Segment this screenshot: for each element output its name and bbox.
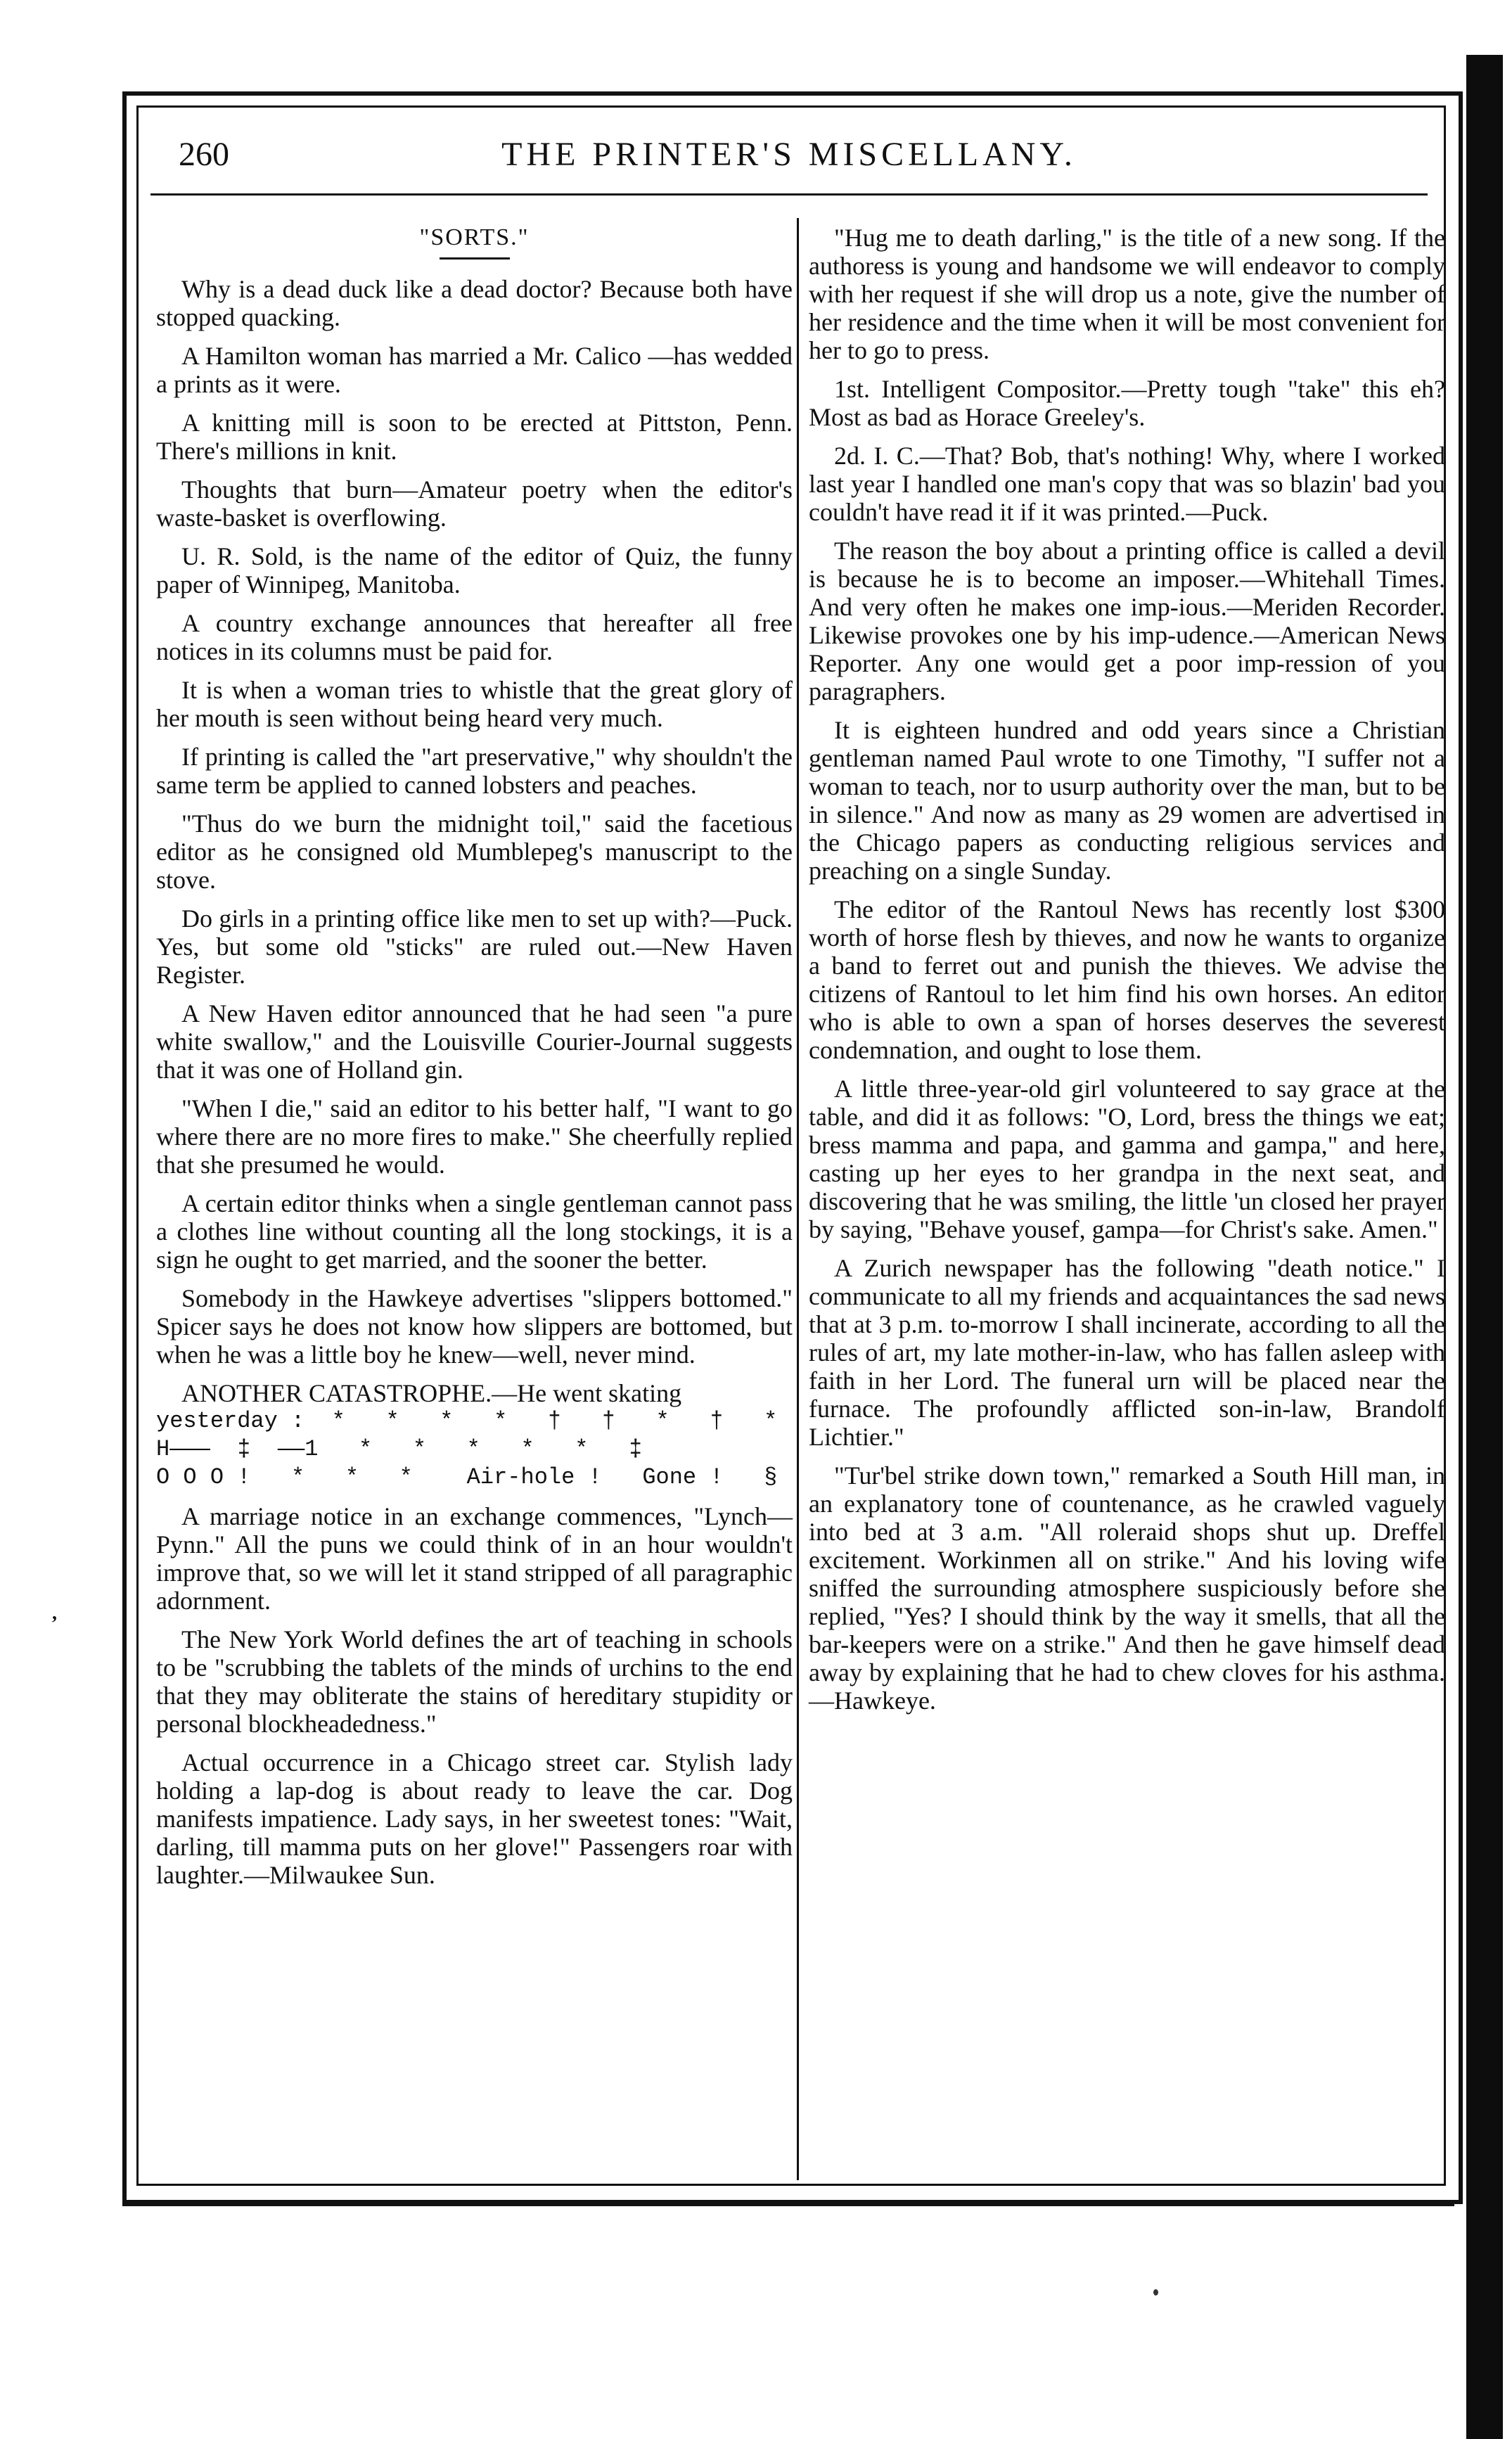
catastrophe-line-3: O O O ! * * * Air-hole ! Gone ! §: [156, 1464, 778, 1490]
paragraph: Thoughts that burn—Amateur poetry when the editor's waste-basket is overflowing.: [156, 475, 793, 532]
paragraph: 2d. I. C.—That? Bob, that's nothing! Why, where I worked last year I handled one man's copy that was so blazin' bad you couldn't have read it if it was printed.—Puck.: [809, 442, 1445, 526]
paragraph: A knitting mill is soon to be erected at Pittston, Penn. There's millions in knit.: [156, 409, 793, 465]
page-number: 260: [179, 136, 229, 173]
header-rule: [150, 193, 1428, 196]
scan-edge-bar: [1466, 55, 1503, 2439]
catastrophe-lead: ANOTHER CATASTROPHE.—He went skating: [181, 1379, 682, 1407]
margin-mark: ,: [52, 1602, 57, 1624]
paragraph: A Zurich newspaper has the following "death notice." I communicate to all my friends and acquaintances the sad news that at 3 p.m. to-morrow I shall incinerate, according to all the rules of art, my late mother-in-law, who has fallen asleep with faith in her Lord. The funeral urn will be placed near the furnace. The profoundly afflicted son-in-law, Brandolf Lichtier.": [809, 1254, 1445, 1451]
catastrophe-line-1: yesterday : * * * * † † * † *: [156, 1408, 778, 1434]
paragraph: "Thus do we burn the midnight toil," said the facetious editor as he consigned old Mumblepeg's manuscript to the stove.: [156, 809, 793, 894]
paragraph: A marriage notice in an exchange commences, "Lynch—Pynn." All the puns we could think of in an hour wouldn't improve that, so we will let it stand stripped of all paragraphic adornment.: [156, 1502, 793, 1615]
paragraph: The editor of the Rantoul News has recently lost $300 worth of horse flesh by thieves, and now he wants to organize a band to ferret out and punish the thieves. We advise the citizens of Rantoul to let him find his own horses. An editor who is able to own a span of horses deserves the severest condemnation, and ought to lose them.: [809, 895, 1445, 1064]
paragraph: Do girls in a printing office like men to set up with?—Puck. Yes, but some old "sticks" are ruled out.—New Haven Register.: [156, 904, 793, 989]
paragraph: 1st. Intelligent Compositor.—Pretty tough "take" this eh? Most as bad as Horace Greeley's.: [809, 375, 1445, 431]
paragraph: It is eighteen hundred and odd years since a Christian gentleman named Paul wrote to one Timothy, "I suffer not a woman to teach, nor to usurp authority over the man, but to be in silence." And now as many as 29 women are advertised in the Chicago papers as conducting religious services and preaching on a single Sunday.: [809, 716, 1445, 885]
paragraph: The reason the boy about a printing office is called a devil is because he is to become an imposer.—Whitehall Times. And very often he makes one imp-ious.—Meriden Recorder. Likewise provokes one by his imp-udence.—American News Reporter. Any one would get a poor imp-ression of you paragraphers.: [809, 537, 1445, 705]
page-header: [150, 128, 1428, 177]
paragraph: A certain editor thinks when a single gentleman cannot pass a clothes line without counting all the long stockings, it is a sign he ought to get married, and the sooner the better.: [156, 1189, 793, 1274]
paragraph: It is when a woman tries to whistle that the great glory of her mouth is seen without being heard very much.: [156, 676, 793, 732]
title-rule: [440, 257, 510, 260]
paragraph: Why is a dead duck like a dead doctor? Because both have stopped quacking.: [156, 275, 793, 331]
ink-speck: [1153, 2289, 1158, 2296]
paragraph: U. R. Sold, is the name of the editor of Quiz, the funny paper of Winnipeg, Manitoba.: [156, 542, 793, 598]
paragraph: A little three-year-old girl volunteered to say grace at the table, and did it as follows: "O, Lord, bress the things we eat; bress mamma and papa, and gamma and gampa," and here, casting up her eyes to her grandpa in the next seat, and discovering that he was smiling, the little 'un closed her prayer by saying, "Behave yousef, gampa—for Christ's sake. Amen.": [809, 1075, 1445, 1243]
running-title: THE PRINTER'S MISCELLANY.: [501, 136, 1077, 173]
paragraph: "Hug me to death darling," is the title of a new song. If the authoress is young and handsome we will endeavor to comply with her request if she will drop us a note, give the number of her residence and the time when it will be most convenient for her to go to press.: [809, 224, 1445, 364]
paragraph: "Tur'bel strike down town," remarked a South Hill man, in an explanatory tone of countenance, as he crawled vaguely into bed at 3 a.m. "All roleraid shops shut up. Dreffel excitement. Workinmen all on strike." And his loving wife sniffed the surrounding atmosphere suspiciously before she replied, "Yes? I should think by the way it smells, that all the bar-keepers were on a strike." And then he gave himself dead away by explaining that he had to chew cloves for his asthma.—Hawkeye.: [809, 1461, 1445, 1715]
left-column: [156, 224, 793, 1900]
right-column: [809, 224, 1445, 1725]
paragraph: A New Haven editor announced that he had seen "a pure white swallow," and the Louisville Courier-Journal suggests that it was one of Holland gin.: [156, 999, 793, 1084]
footer-rule: [122, 2201, 1454, 2206]
catastrophe-line-2: H——— ‡ ——1 * * * * * ‡: [156, 1436, 643, 1462]
column-divider: [797, 218, 799, 2180]
paragraph: Somebody in the Hawkeye advertises "slippers bottomed." Spicer says he does not know how slippers are bottomed, but when he was a little boy he knew—well, never mind.: [156, 1284, 793, 1369]
paragraph: The New York World defines the art of teaching in schools to be "scrubbing the tablets of the minds of urchins to the end that they may obliterate the stains of hereditary stupidity or personal blockheadedness.": [156, 1625, 793, 1738]
paragraph: "When I die," said an editor to his better half, "I want to go where there are no more fires to make." She cheerfully replied that she presumed he would.: [156, 1094, 793, 1179]
paragraph: A Hamilton woman has married a Mr. Calico —has wedded a prints as it were.: [156, 342, 793, 398]
paragraph: If printing is called the "art preservative," why shouldn't the same term be applied to canned lobsters and peaches.: [156, 743, 793, 799]
section-title: "SORTS.": [419, 224, 530, 250]
paragraph: A country exchange announces that hereafter all free notices in its columns must be paid for.: [156, 609, 793, 665]
paragraph: Actual occurrence in a Chicago street car. Stylish lady holding a lap-dog is about ready to leave the car. Dog manifests impatience. Lady says, in her sweetest tones: "Wait, darling, till mamma puts on her glove!" Passengers roar with laughter.—Milwaukee Sun.: [156, 1748, 793, 1889]
